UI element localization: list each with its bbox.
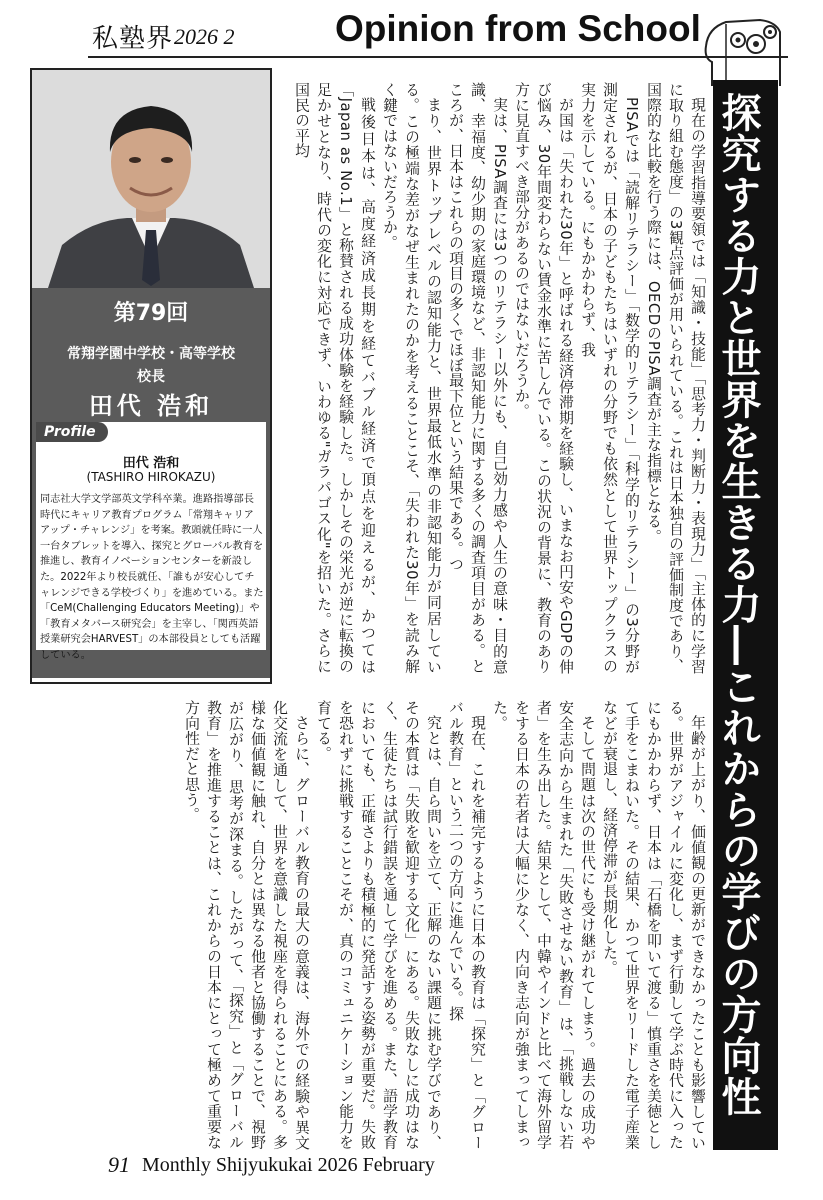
profile-name: 田代 浩和 <box>122 456 180 471</box>
paragraph: 現在の学習指導要領では「知識・技能」「思考力・判断力・表現力」「主体的に学習に取り組む態度」の3観点評価が用いられている。これは日本独自の評価制度であり、国際的な比較を行う際には、OECDのPISA調査が主な指標となる。 <box>645 82 706 674</box>
paragraph: PISAでは「読解リテラシー」「数学的リテラシー」「科学的リテラシー」の3分野が測定されるが、日本の子どもたちはいずれの分野でも依然として世界トップクラスの実力を示している。にもかかわらず、我 <box>579 82 640 674</box>
author-sidebar <box>30 68 272 684</box>
article-title: 探究する力と世界を生きる力―これからの学びの方向性 <box>715 92 761 1117</box>
page-number: 91 <box>108 1152 130 1177</box>
body-upper <box>272 82 708 674</box>
profile-bio: 同志社大学文学部英文学科卒業。進路指導部長時代にキャリア教育プログラム「常翔キャリアアップ・チャレンジ」を考案。教頭就任時に一人一台タブレットを導入、探究とグローバル教育を推進し、教育イノベーションセンターを新設した。2022年より校長就任、「誰もが安心してチャレンジできる学校づくり」を進めている。また「CeM(Challenging Educators Meeting)」や「教育メタバース研究会」を主宰し、「関西英語授業研究会HARVEST」の本部役員としても活躍している。 <box>40 494 264 661</box>
author-photo <box>32 70 270 288</box>
series-number: 第79回 <box>113 301 189 326</box>
header-rule <box>88 56 788 58</box>
paragraph: そして問題は次の世代にも受け継がれてしまう。過去の成功や安全志向から生まれた「失敗させない教育」は、「挑戦しない若者」を生み出した。結果として、中韓やインドと比べて海外留学をする日本の若者は大幅に少なく、内向き志向が強まってしまった。 <box>491 700 596 1150</box>
paragraph: 戦後日本は、高度経済成長期を経てバブル経済で頂点を迎えるが、かつては「Japan as No.1」と称賛される成功体験を経験した。しかしその栄光が逆に転換の足かせとなり、時代の変化に対応できず、いわゆる"ガラパゴス化"を招いた。さらに国民の平均 <box>293 82 376 674</box>
paragraph: まり、世界トップレベルの認知能力と、世界最低水準の非認知能力が同居している。この極端な差がなぜ生まれたのかを考えることこそ、「失われた30年」を読み解く鍵ではないだろうか。 <box>381 82 442 674</box>
paragraph: が国は「失われた30年」と呼ばれる経済停滞期を経験し、いまなお円安やGDPの伸び悩み、30年間変わらない賃金水準に苦しんでいる。この状況の背景に、教育のあり方に見直すべき部分があるのではないだろうか。 <box>513 82 574 674</box>
paragraph: 究とは、自ら問いを立て、正解のない課題に挑む学びであり、その本質は「失敗を歓迎する文化」にある。失敗なしに成功はなく、生徒たちは試行錯誤を通して学びを進める。また、語学教育においても、正確さよりも積極的に発話する姿勢が重要だ。失敗を恐れずに挑戦することこそが、真のコミュニケーション能力を育てる。 <box>315 700 442 1150</box>
paragraph: さらに、グローバル教育の最大の意義は、海外での経験や異文化交流を通して、世界を意識した視座を得られることにある。多様な価値観に触れ、自分とは異なる他者と協働することで、視野が広がり、思考が深まる。したがって、「探究」と「グローバル教育」を推進することは、これからの日本にとって極めて重要な方向性だと思う。 <box>183 700 310 1150</box>
author-name: 田代 浩和 <box>88 392 214 420</box>
head-gears-icon <box>700 2 786 88</box>
paragraph: 実は、PISA調査には3つのリテラシー以外にも、自己効力感や人生の意味・目的意識、幸福度、幼少期の家庭環境など、非認知能力に関する多くの調査項目がある。ところが、日本はこれらの項目の多くでほぼ最下位という結果である。つ <box>447 82 508 674</box>
profile-label: Profile <box>36 422 108 442</box>
article-title-band <box>713 80 778 1150</box>
school-name: 常翔学園中学校・高等学校 <box>67 346 235 362</box>
paragraph: 年齢が上がり、価値観の更新ができなかったことも影響している。世界がアジャイルに変化し、まず行動して学ぶ時代に入ったにもかかわらず、日本は「石橋を叩いて渡る」慎重さを美徳として手をこまねいた。その結果、かつて世界をリードした電子産業などが衰退し、経済停滞が長期化した。 <box>601 700 706 1150</box>
paragraph: 現在、これを補完するように日本の教育は「探究」と「グローバル教育」という二つの方向に進んでいる。探 <box>447 700 486 1150</box>
body-lower <box>60 700 708 1150</box>
issue-label: 2026 2 <box>174 24 235 49</box>
profile-box <box>36 422 266 661</box>
author-role: 校長 <box>137 369 165 385</box>
magazine-name: 私塾界 <box>92 24 174 54</box>
section-title: Opinion from School <box>335 8 701 49</box>
footer-magazine: Monthly Shijyukukai 2026 February <box>142 1154 435 1176</box>
profile-roman-name: (TASHIRO HIROKAZU) <box>86 470 216 484</box>
